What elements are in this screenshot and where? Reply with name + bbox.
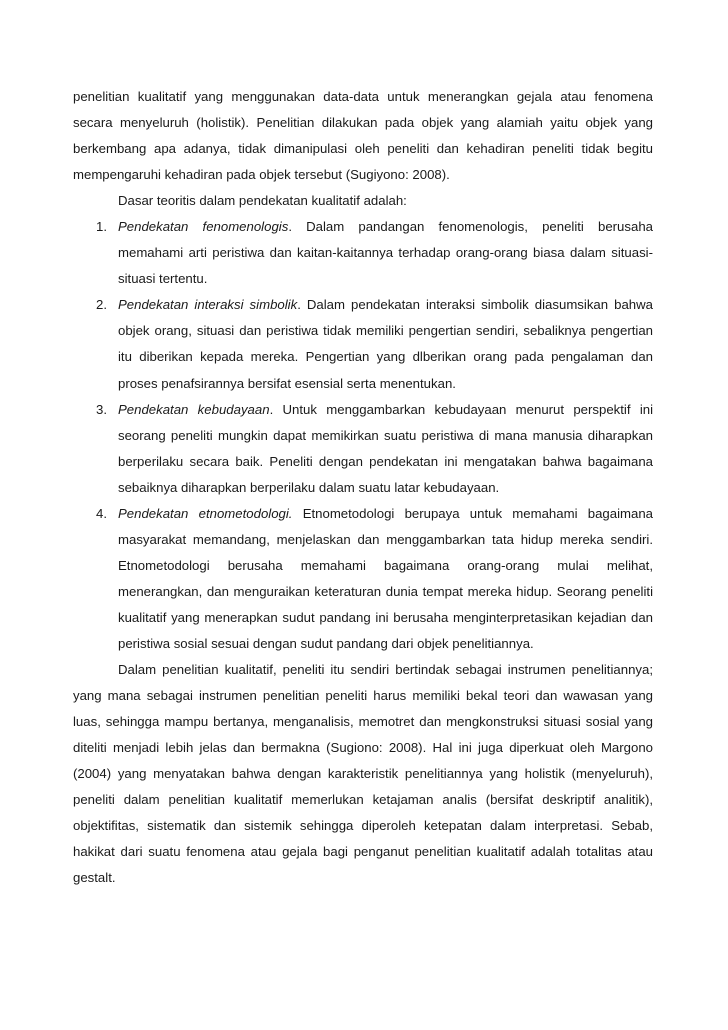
list-item <box>73 397 653 501</box>
list-number: 2. <box>96 297 107 313</box>
list-text: . Dalam pandangan fenomenologis, peneliti berusaha memahami arti peristiwa dan kaitan-kaitannya terhadap orang-orang biasa dalam situasi-situasi tertentu. <box>118 219 653 287</box>
list-text: Etnometodologi berupaya untuk memahami bagaimana masyarakat memandang, menjelaskan dan menggambarkan tata hidup mereka sendiri. Etnometodologi berusaha memahami bagaimana orang-orang mulai melihat, menerangkan, dan menguraikan keteraturan dunia tempat mereka hidup. Seorang peneliti kualitatif yang menerapkan sudut pandang ini berusaha menginterpretasikan kejadian dan peristiwa sosial sesuai dengan sudut pandang dari objek penelitiannya. <box>118 505 653 651</box>
list-text: . Untuk menggambarkan kebudayaan menurut perspektif ini seorang peneliti mungkin dapat memikirkan suatu peristiwa di mana manusia diharapkan berperilaku secara baik. Peneliti dengan pendekatan ini mengatakan bahwa bagaimana sebaiknya diharapkan berperilaku dalam suatu latar kebudayaan. <box>118 401 654 495</box>
list-item <box>73 292 653 396</box>
list-number: 4. <box>96 505 107 521</box>
list-number: 3. <box>96 401 107 417</box>
list-term: Pendekatan fenomenologis <box>118 219 289 235</box>
list-item <box>73 214 653 292</box>
list-item <box>73 501 653 657</box>
list-term: Pendekatan interaksi simbolik <box>118 297 298 313</box>
paragraph-opening: penelitian kualitatif yang menggunakan data-data untuk menerangkan gejala atau fenomena secara menyeluruh (holistik). Penelitian dilakukan pada objek yang alamiah yaitu objek yang berkembang apa adanya, tidak dimanipulasi oleh peneliti dan kehadiran peneliti tidak begitu mempengaruhi kehadiran pada objek tersebut (Sugiyono: 2008). <box>73 89 653 183</box>
list-term: Pendekatan etnometodologi. <box>118 505 293 521</box>
list-text: . Dalam pendekatan interaksi simbolik diasumsikan bahwa objek orang, situasi dan peristiwa tidak memiliki pengertian sendiri, sebaliknya pengertian itu diberikan kepada mereka. Pengertian yang dlberikan orang pada pengalaman dan proses penafsirannya bersifat esensial serta menentukan. <box>118 297 653 391</box>
list-term: Pendekatan kebudayaan <box>118 401 270 417</box>
intro-line: Dasar teoritis dalam pendekatan kualitatif adalah: <box>118 193 407 209</box>
list-number: 1. <box>96 219 107 235</box>
approach-list <box>73 214 653 657</box>
document-page <box>73 84 653 891</box>
paragraph-closing: Dalam penelitian kualitatif, peneliti itu sendiri bertindak sebagai instrumen penelitiannya; yang mana sebagai instrumen penelitian peneliti harus memiliki bekal teori dan wawasan yang luas, sehingga mampu bertanya, menganalisis, memotret dan mengkonstruksi situasi sosial yang diteliti menjadi lebih jelas dan bermakna (Sugiono: 2008). Hal ini juga diperkuat oleh Margono (2004) yang menyatakan bahwa dengan karakteristik penelitiannya yang holistik (menyeluruh), peneliti dalam penelitian kualitatif memerlukan ketajaman analis (bersifat deskriptif analitik), objektifitas, sistematik dan sistemik sehingga diperoleh ketepatan dalam interpretasi. Sebab, hakikat dari suatu fenomena atau gejala bagi penganut penelitian kualitatif adalah totalitas atau gestalt. <box>73 662 653 886</box>
